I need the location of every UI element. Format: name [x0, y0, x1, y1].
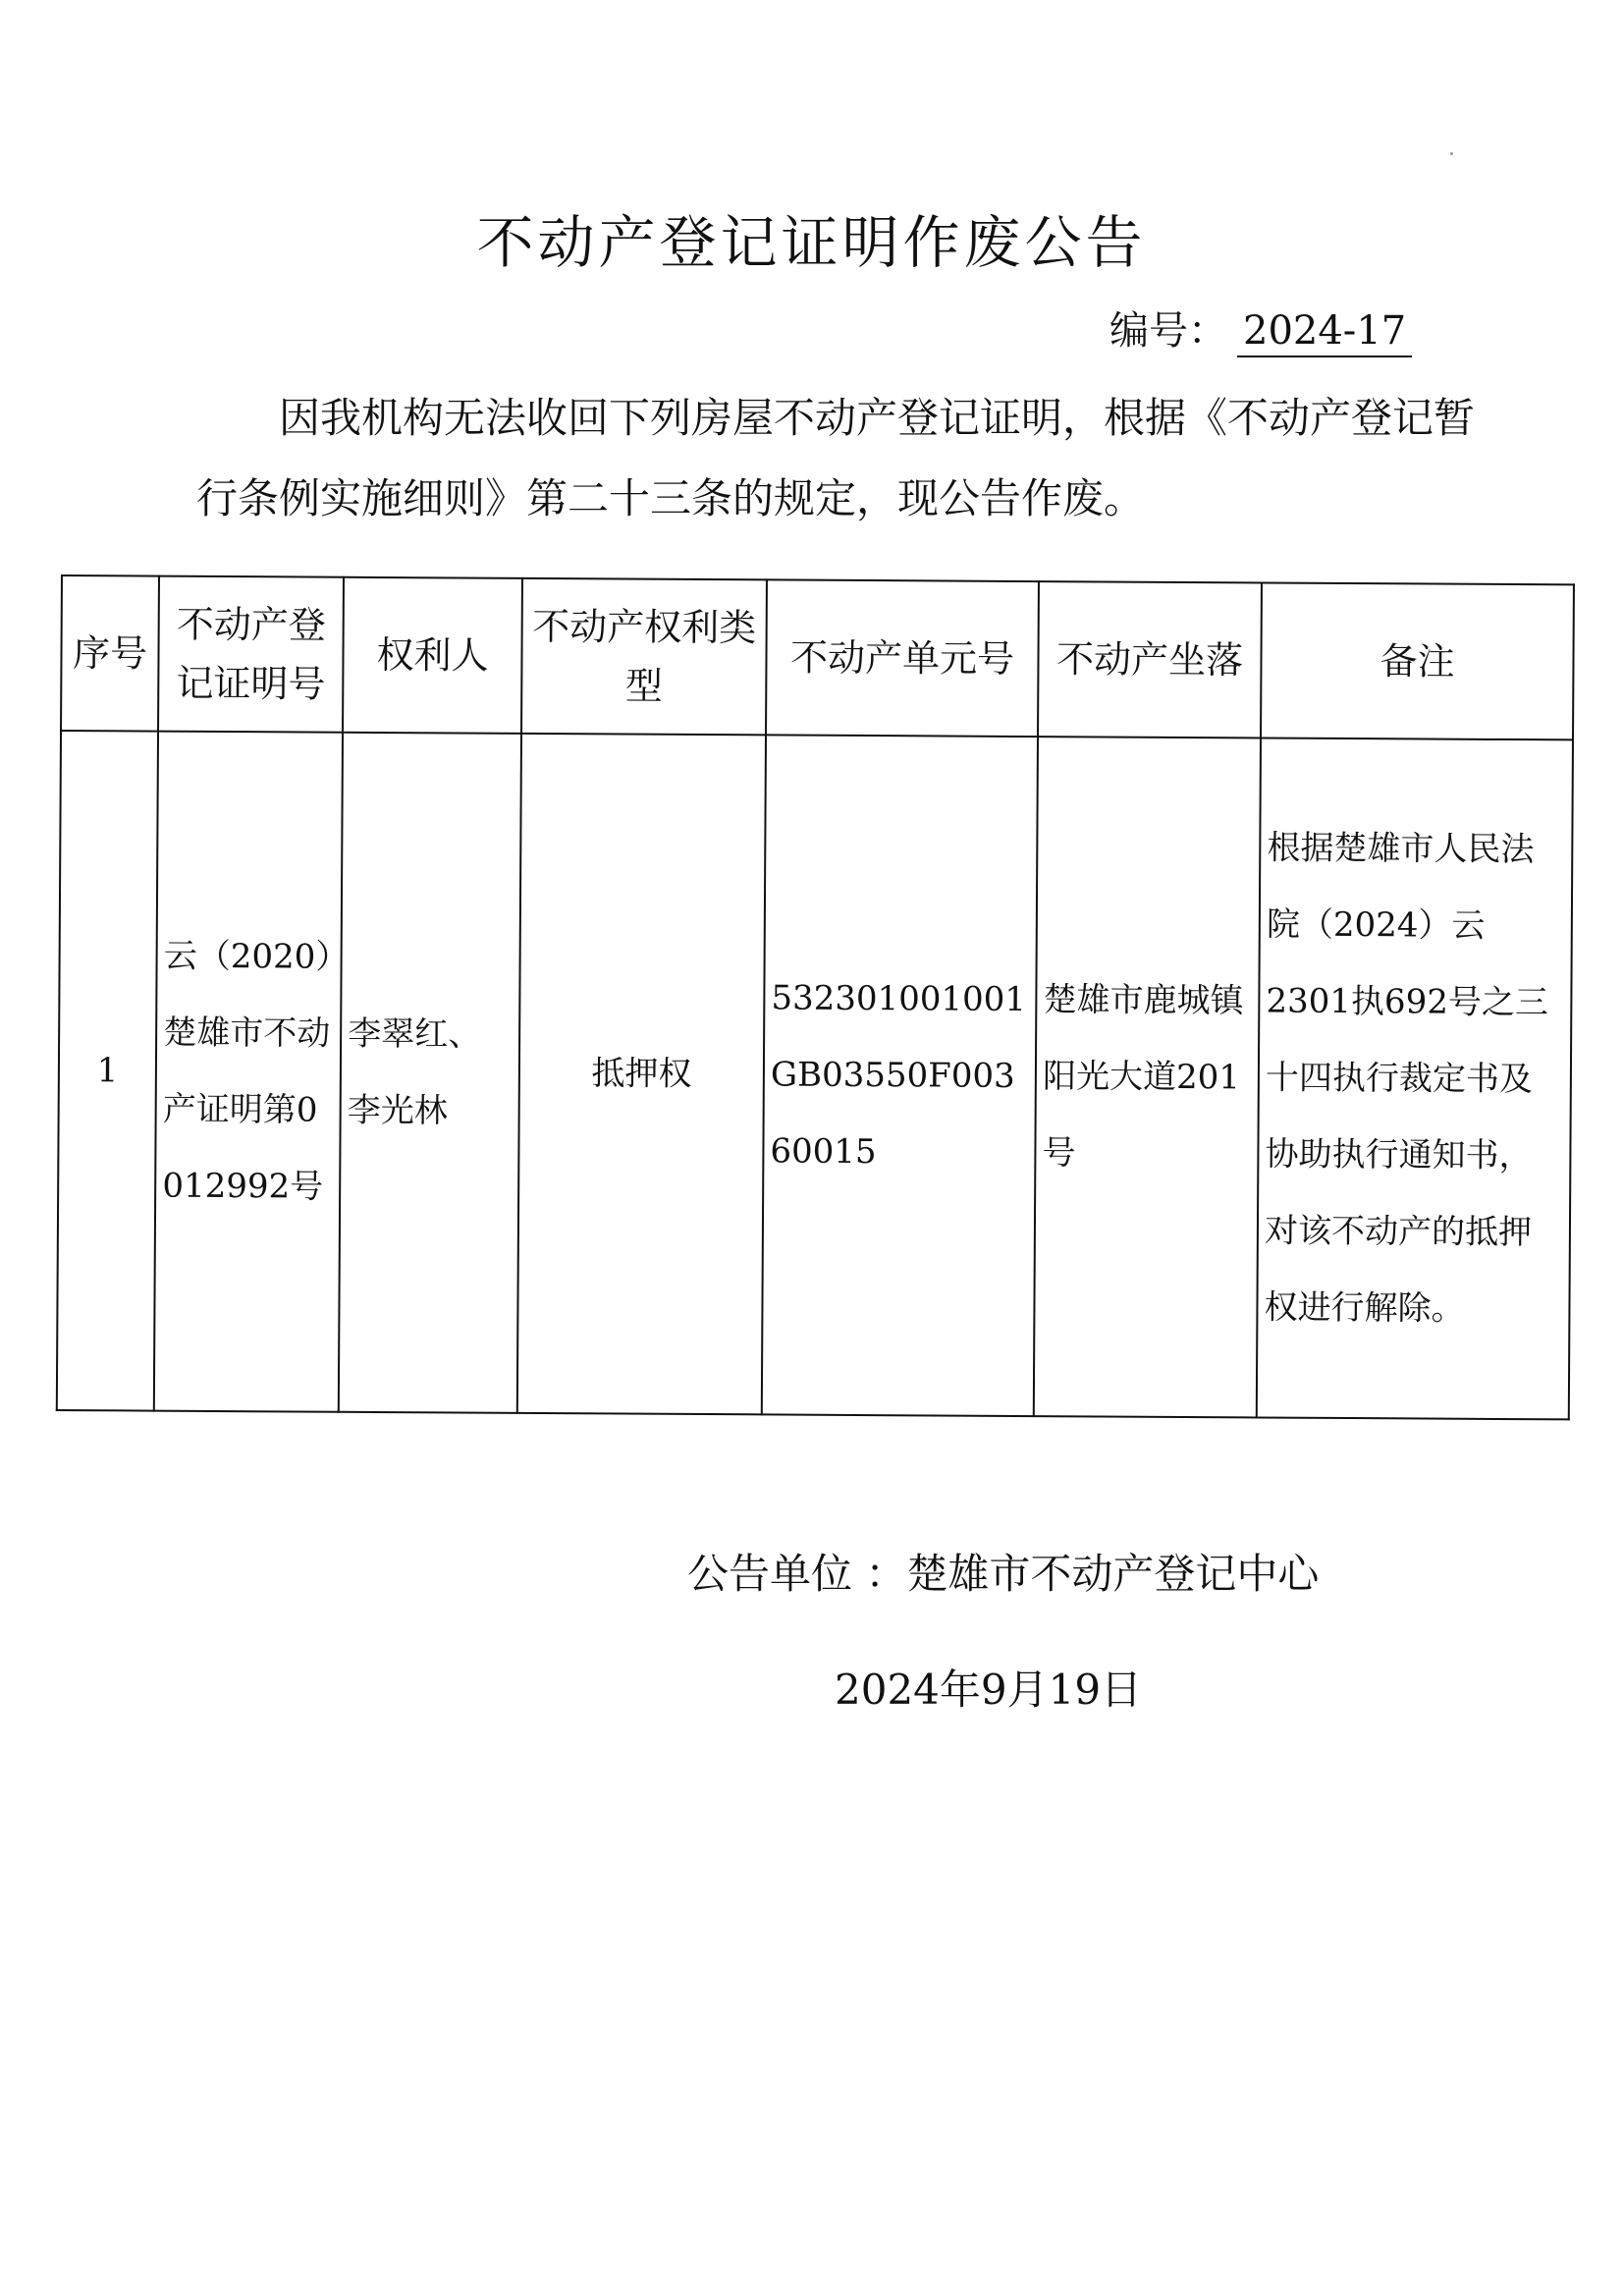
header-holder: 权利人	[343, 577, 522, 734]
issuer-name: 楚雄市不动产登记中心	[906, 1550, 1320, 1598]
scan-speck	[1450, 152, 1453, 155]
unit-no-text: 532301001001GB03550F00360015	[770, 978, 1027, 1173]
header-cert-no: 不动产登记证明号	[158, 576, 344, 733]
header-right-type: 不动产权利类型	[521, 578, 767, 736]
issuer	[687, 1542, 1319, 1601]
location-text: 楚雄市鹿城镇阳光大道201号	[1042, 980, 1244, 1174]
issuer-label: 公告单位 ：	[687, 1550, 907, 1598]
document-number	[1109, 300, 1412, 357]
document-number-value: 2024-17	[1237, 308, 1412, 357]
header-remark: 备注	[1261, 582, 1574, 739]
remark-text: 根据楚雄市人民法院（2024）云2301执692号之三十四执行裁定书及协助执行通知书，对该不动产的抵押权进行解除。	[1264, 828, 1549, 1329]
header-unit-no: 不动产单元号	[766, 579, 1039, 737]
cell-right-type: 抵押权	[517, 734, 766, 1415]
cell-location	[1034, 737, 1261, 1417]
header-location: 不动产坐落	[1038, 581, 1262, 738]
cell-unit-no	[762, 735, 1038, 1416]
cell-holder	[339, 733, 521, 1413]
cert-no-text: 云（2020）楚雄市不动产证明第0012992号	[162, 936, 333, 1207]
cell-index: 1	[57, 731, 158, 1411]
header-index: 序号	[61, 575, 159, 732]
cell-cert-no	[154, 732, 343, 1412]
cell-remark	[1257, 738, 1573, 1419]
issue-date: 2024年9月19日	[835, 1666, 1143, 1714]
document-number-label: 编号：	[1109, 308, 1227, 354]
intro-paragraph: 因我机构无法收回下列房屋不动产登记证明，根据《不动产登记暂行条例实施细则》第二十三条的规定，现公告作废。	[196, 394, 1476, 522]
table-row	[57, 731, 1573, 1419]
table-header-row	[61, 575, 1574, 739]
notice-table	[56, 574, 1575, 1420]
page-title: 不动产登记证明作废公告	[476, 209, 1147, 276]
holder-text: 李翠红、李光林	[347, 1013, 482, 1131]
